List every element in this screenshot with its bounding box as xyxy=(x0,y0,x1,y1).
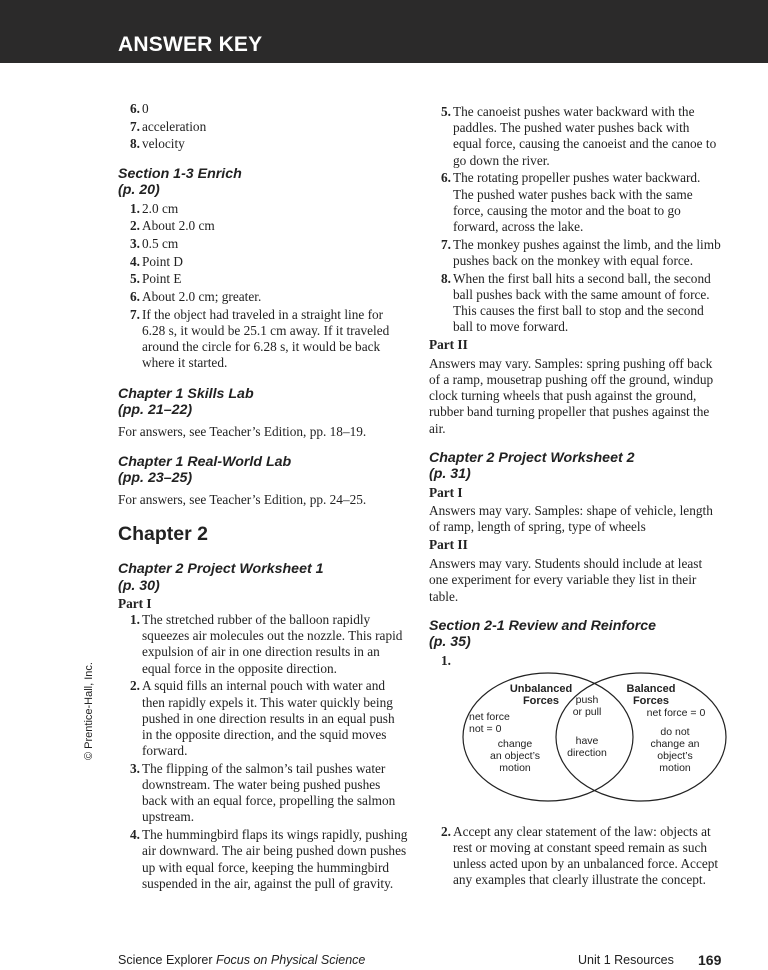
section-heading-enrich: Section 1-3 Enrich (p. 20) xyxy=(118,165,242,199)
list-item: 8. When the first ball hits a second ball, the second ball pushes back with the same amount of force. This causes the first ball to stop and the second ball to move forward. xyxy=(441,270,711,335)
list-item: 3. The flipping of the salmon’s tail pushes water downstream. The water being pushed pushes back with an equal force, propelling the salmon upstream. xyxy=(130,760,396,825)
list-item: 4. Point D xyxy=(130,253,184,269)
list-item: 5. The canoeist pushes water backward with the paddles. The pushed water pushes back with equal force, causing the canoeist and the canoe to go down the river. xyxy=(441,104,717,168)
venn-right-b: do not change an object’s motion xyxy=(650,725,700,774)
left-column xyxy=(118,101,408,894)
list-item: 2. About 2.0 cm xyxy=(130,218,215,234)
list-item: 2. A squid fills an internal pouch with water and then rapidly expels it. This water quickly being pushed in one direction results in an equal push in the opposite direction, and the squid moves forward. xyxy=(130,678,395,759)
part-label: Part I xyxy=(429,484,463,500)
section-heading-real-world-lab: Chapter 1 Real-World Lab (pp. 23–25) xyxy=(118,453,292,487)
enrich-list xyxy=(118,201,408,372)
list-item: 7. If the object had traveled in a straight line for 6.28 s, it would be 25.1 cm away. If it traveled around the circle for 6.28 s, it would be back where it started. xyxy=(130,306,390,371)
section-heading-review: Section 2-1 Review and Reinforce (p. 35) xyxy=(429,617,657,651)
right-column xyxy=(429,104,721,890)
header-bar xyxy=(0,0,768,63)
section-heading-skills-lab: Chapter 1 Skills Lab (pp. 21–22) xyxy=(118,385,254,419)
part-2-text: Answers may vary. Samples: spring pushing off back of a ramp, mousetrap pushing off the ground, windup clock turning wheels that push against the ground, rubber band turning propeller that pushes against the air. xyxy=(429,355,714,436)
project-2-part-2-text: Answers may vary. Students should include at least one experiment for every variable they list in their table. xyxy=(429,556,703,604)
venn-center-a: push or pull xyxy=(572,693,602,718)
skills-lab-text: For answers, see Teacher’s Edition, pp. 18–19. xyxy=(118,423,367,439)
list-item: 2. Accept any clear statement of the law: objects at rest or moving at constant speed remain as such unless acted upon by an unbalanced force. Accept any examples that clearly illustrate the concept. xyxy=(441,823,719,888)
venn-left-a: net force not = 0 xyxy=(469,710,510,735)
list-item: 6. About 2.0 cm; greater. xyxy=(130,289,262,305)
list-item: 1. xyxy=(441,652,451,668)
project-2-part-1-text: Answers may vary. Samples: shape of vehicle, length of ramp, length of spring, type of wheels xyxy=(429,502,713,535)
section-heading-project-1: Chapter 2 Project Worksheet 1 (p. 30) xyxy=(118,561,324,594)
project-1-list xyxy=(118,612,408,892)
real-world-lab-text: For answers, see Teacher’s Edition, pp. 24–25. xyxy=(118,491,367,507)
venn-right-a: net force = 0 xyxy=(646,706,706,719)
list-continued xyxy=(118,101,408,153)
copyright-credit: © Prentice-Hall, Inc. xyxy=(83,662,95,760)
list-item: 5. Point E xyxy=(130,271,182,287)
venn-right-title: Balanced Forces xyxy=(626,682,676,707)
list-item: 4. The hummingbird flaps its wings rapidly, pushing air downward. The air being pushed down pushes up with equal force, keeping the hummingbird suspended in the air, against the pull of gravity. xyxy=(130,827,408,891)
list-item: 7. acceleration xyxy=(130,118,207,134)
part-label: Part I xyxy=(118,596,152,612)
list-item: 1. 2.0 cm xyxy=(130,200,179,216)
venn-center-b: have direction xyxy=(567,734,607,759)
section-heading-project-2: Chapter 2 Project Worksheet 2 (p. 31) xyxy=(429,449,635,483)
list-item: 7. The monkey pushes against the limb, and the limb pushes back on the monkey with equal force. xyxy=(441,236,721,268)
footer-book-title: Science Explorer Focus on Physical Science xyxy=(118,953,366,967)
part-label: Part II xyxy=(429,537,468,553)
venn-left-title: Unbalanced Forces xyxy=(509,682,573,707)
footer-unit: Unit 1 Resources xyxy=(578,953,674,967)
page-number: 169 xyxy=(698,952,722,968)
list-item: 8. velocity xyxy=(130,136,185,152)
project-1-list-continued xyxy=(429,104,721,335)
list-item: 6. The rotating propeller pushes water backward. The pushed water pushes back with the same force, causing the motor and the boat to go forward, across the lake. xyxy=(441,170,701,234)
venn-left-b: change an object’s motion xyxy=(489,737,540,774)
venn-diagram xyxy=(461,671,729,806)
page-title: ANSWER KEY xyxy=(118,33,263,56)
list-item: 6. 0 xyxy=(130,101,149,116)
list-item: 1. The stretched rubber of the balloon rapidly squeezes air molecules out the nozzle. This rapid expulsion of air in one direction results in an equal force in the opposite direction. xyxy=(130,612,403,676)
part-label: Part II xyxy=(429,336,468,352)
list-item: 3. 0.5 cm xyxy=(130,236,179,252)
chapter-heading: Chapter 2 xyxy=(118,523,208,546)
